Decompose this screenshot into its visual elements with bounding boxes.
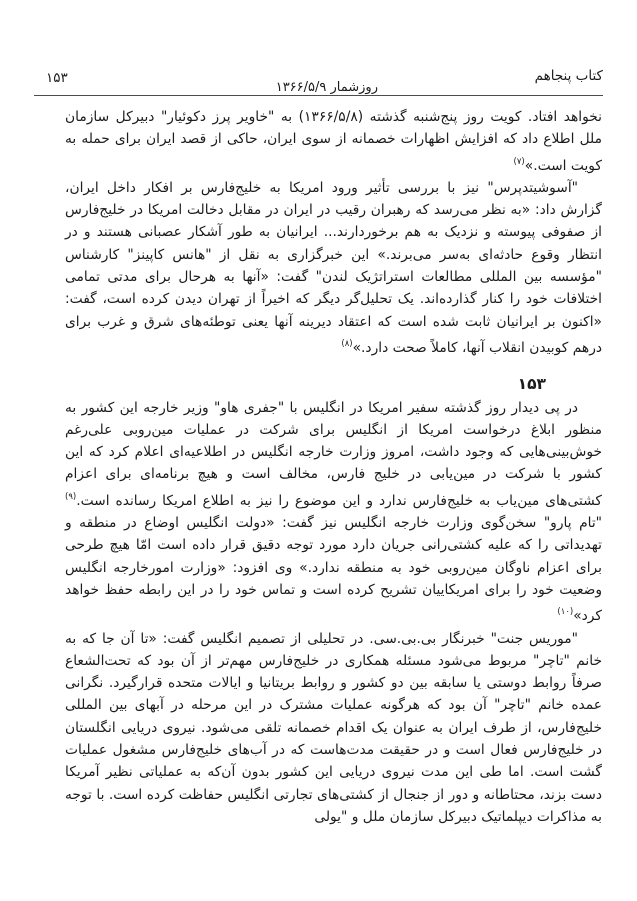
footnote-marker: (۷) [513, 156, 525, 167]
paragraph: نخواهد افتاد. کویت روز پنج‌شنبه گذشته (۱۳۶۶/۵/۸) به "خاویر پرز دکوئیار" دبیرکل سازمان ملل اطلاع داد که افزایش اظهارات خصمانه از سوی ایران، حاکی از قصد ایران برای حمله به کویت است.»$^{(۷)}$ [65, 109, 602, 174]
header-rule [34, 95, 603, 96]
page-header [34, 66, 603, 100]
chronicle-date: روزشمار ۱۳۶۶/۵/۹ [269, 80, 385, 95]
book-title: کتاب پنجاهم [534, 68, 603, 84]
page-number: ۱۵۳ [46, 70, 68, 86]
footnote-marker: (۸) [341, 338, 353, 349]
entry-number-heading: ۱۵۳ [517, 375, 546, 394]
page-body [65, 106, 602, 828]
footnote-marker: (۱۰) [557, 607, 574, 618]
paragraph: در پی دیدار روز گذشته سفیر امریکا در انگلیس با "جفری هاو" وزیر خارجه این کشور به منظور ابلاغ درخواست امریکا از انگلیس برای شرکت در عملیات مین‌روبی علی‌رغم خوش‌بینی‌هایی که وجود داشت، امروز وزارت خارجه انگلیس در اطلاعیه‌ای اعلام کرد که این کشور با شرکت در مین‌یابی در خلیج فارس، مخالف است و هیچ برنامه‌ای برای اعزام کشتی‌های مین‌یاب به خلیج‌فارس ندارد و این موضوع را نیز به اطلاع امریکا رسانده است.$^{(۹)}$ "تام پارو" سخن‌گوی وزارت خارجه انگلیس نیز گفت: «دولت انگلیس اوضاع در منطقه و تهدیداتی را که علیه کشتی‌رانی جریان دارد مورد توجه دقیق قرار داده است امّا هیچ طرحی برای اعزام ناوگان مین‌روبی خود به منطقه ندارد.» وی افزود: «وزارت امورخارجه انگلیس وضعیت خود را برای امریکاییان تشریح کرده است و تماس خود را در این رابطه حفظ خواهد کرد»$^{(۱۰)}$ [65, 399, 602, 625]
paragraph: "آسوشیتدپرس" نیز با بررسی تأثیر ورود امریکا به خلیج‌فارس بر افکار داخل ایران، گزارش داد: «به نظر می‌رسد که رهبران رقیب در ایران در مقابل دخالت امریکا در خلیج‌فارس از صفوفی پیوسته و نزدیک به هم برخوردارند... ایرانیان به طور آشکار عصبانی هستند و در انتظار وقوع حادثه‌ای به‌سر می‌برند.» این خبرگزاری به نقل از "هانس کاپینز" کارشناس "مؤسسه بین المللی مطالعات استراتژیک لندن" گفت: «آنها به هرحال برای مدتی تمامی اختلافات خود را کنار گذارده‌اند. یک تحلیل‌گر دیگر که اخیراً از تهران دیدن کرده است، گفت: «اکنون بر ایرانیان ثابت شده است که اعتقاد دیرینه آنها یعنی توطئه‌های شرق و غرب برای درهم کوبیدن انقلاب آنها، کاملاً صحت دارد.»$^{(۸)}$ [65, 179, 602, 356]
footnote-marker: (۹) [65, 491, 77, 502]
paragraph: "موریس جنت" خبرنگار بی.بی.سی. در تحلیلی از تصمیم انگلیس گفت: «تا آن جا که به خانم "تاچر" مربوط می‌شود مسئله همکاری در خلیج‌فارس مهم‌تر از آن بود که تحت‌الشعاع صرفاً روابط دوستی یا سابقه بین دو کشور و روابط بریتانیا و ایالات متحده قرارگیرد. نگرانی عمده خانم "تاچر" آن بود که هرگونه عملیات مشترک در این مرحله در آبهای بین المللی خلیج‌فارس، از طرف ایران به عنوان یک اقدام خصمانه تلقی می‌شود. نیروی دریایی انگلستان در خلیج‌فارس فعال است و در حقیقت مدت‌هاست که در آب‌های خلیج‌فارس مشغول عملیات گشت است. اما طی این مدت نیروی دریایی این کشور بدون آن‌که به عملیاتی نظیر آمریکا دست بزند، محتاطانه و دور از جنجال از کشتی‌های تجارتی انگلیس حفاظت کرده است. با توجه به مذاکرات دیپلماتیک دبیرکل سازمان ملل و "یولی [65, 630, 602, 825]
